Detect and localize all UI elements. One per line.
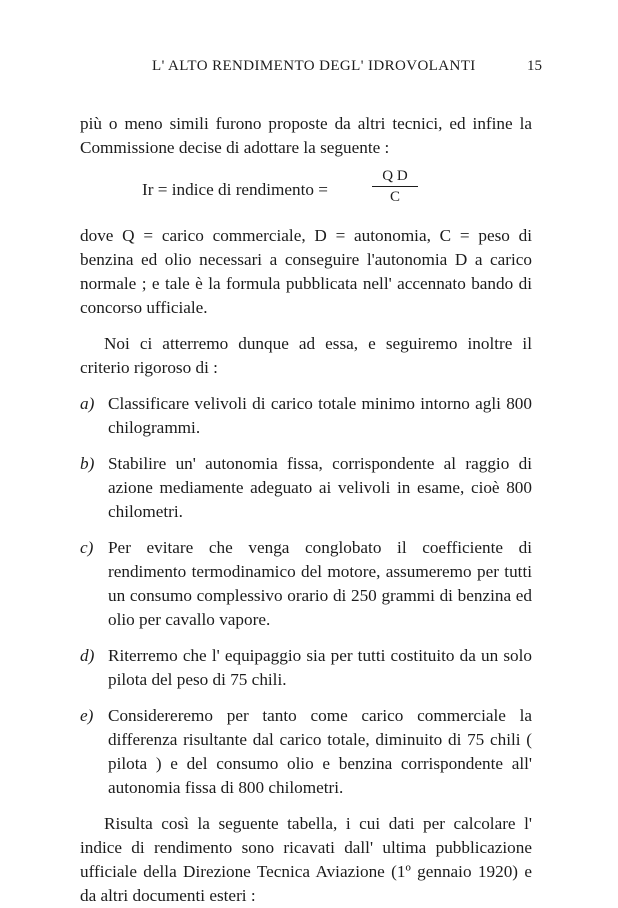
criterion-text: Riterremo che l' equipaggio sia per tutti costituito da un solo pilota del peso di 75 chili.	[108, 646, 532, 689]
intro-paragraph: più o meno simili furono proposte da altri tecnici, ed infine la Commissione decise di adottare la seguente :	[80, 114, 532, 157]
page-header	[80, 58, 542, 80]
criterion-item	[80, 704, 532, 800]
closing-paragraph: Risulta così la seguente tabella, i cui dati per calcolare l' indice di rendimento sono ricavati dall' ultima pubblicazione ufficiale della Direzione Tecnica Aviazione (1º gennaio 1920) e da altri documenti esteri :	[80, 814, 532, 905]
criterion-item	[80, 392, 532, 440]
criterion-label: e)	[80, 706, 94, 725]
formula-fraction	[372, 168, 418, 205]
page-number: 15	[527, 58, 542, 74]
criterion-text: Classificare velivoli di carico totale minimo intorno agli 800 chilogrammi.	[108, 394, 532, 437]
formula-lhs: Ir = indice di rendimento =	[142, 180, 328, 199]
criterion-item	[80, 536, 532, 632]
formula	[80, 166, 532, 214]
criterion-text: Considereremo per tanto come carico commerciale la differenza risultante dal carico totale, diminuito di 75 chili ( pilota ) e del consumo olio e benzina corrispondente all' autonomia fissa di 800 chilometri.	[108, 706, 532, 797]
running-title: L' ALTO RENDIMENTO DEGL' IDROVOLANTI	[152, 58, 476, 74]
formula-numerator: Q D	[382, 168, 408, 184]
criterion-text: Per evitare che venga conglobato il coefficiente di rendimento termodinamico del motore, assumeremo per tutti un consumo complessivo orario di 250 grammi di benzina ed olio per cavallo vapore.	[108, 538, 532, 629]
criterion-label: b)	[80, 454, 95, 473]
criterion-label: c)	[80, 538, 94, 557]
definitions-paragraph: dove Q = carico commerciale, D = autonomia, C = peso di benzina ed olio necessari a conseguire l'autonomia D a carico normale ; e tale è la formula pubblicata nell' accennato bando di concorso ufficiale.	[80, 226, 532, 317]
criterion-label: a)	[80, 394, 95, 413]
page-body	[80, 112, 532, 908]
criteria-intro-paragraph: Noi ci atterremo dunque ad essa, e seguiremo inoltre il criterio rigoroso di :	[80, 334, 532, 377]
criterion-item	[80, 452, 532, 524]
criterion-text: Stabilire un' autonomia fissa, corrispondente al raggio di azione mediamente adeguato ai velivoli in esame, cioè 800 chilometri.	[108, 454, 532, 521]
criterion-item	[80, 644, 532, 692]
fraction-bar	[372, 186, 418, 187]
formula-denominator: C	[389, 189, 400, 205]
criterion-label: d)	[80, 646, 95, 665]
